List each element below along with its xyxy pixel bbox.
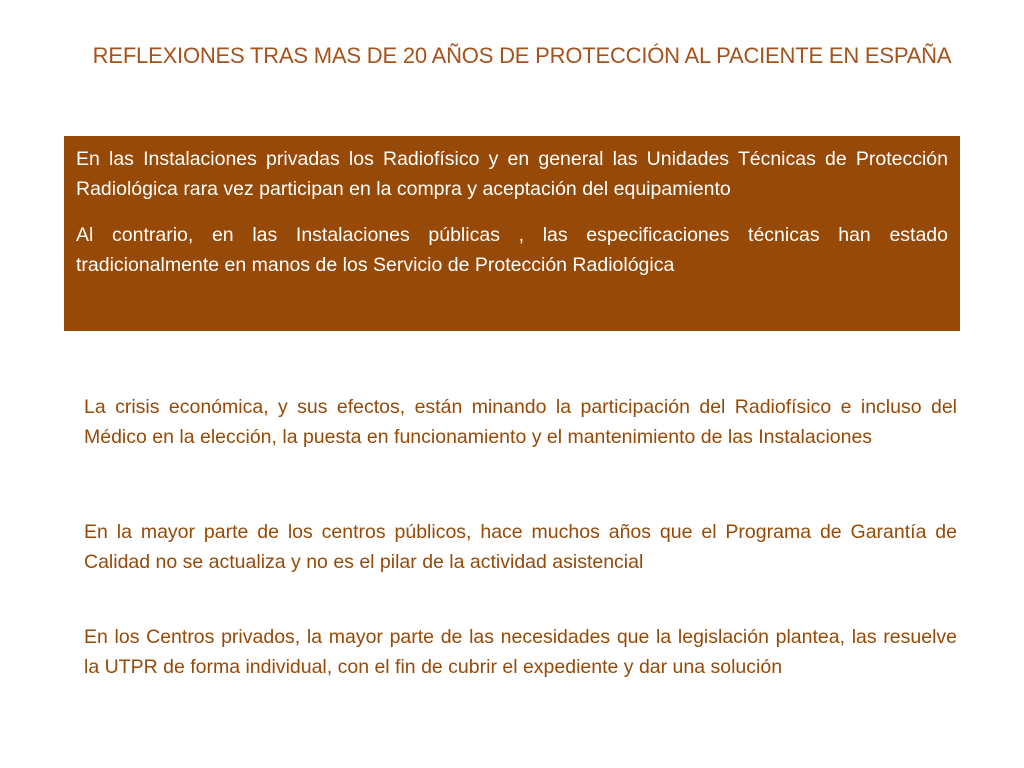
highlight-paragraph-public: Al contrario, en las Instalaciones públicas , las especificaciones técnicas han estado tradicionalmente en manos de los Servicio de Protección Radiológica [76, 224, 948, 276]
body-paragraph-text: La crisis económica, y sus efectos, están minando la participación del Radiofísico e incluso del Médico en la elección, la puesta en funcionamiento y el mantenimiento de las Instalaciones [84, 396, 957, 448]
body-paragraph-text: En la mayor parte de los centros públicos, hace muchos años que el Programa de Garantía de Calidad no se actualiza y no es el pilar de la actividad asistencial [84, 521, 957, 573]
body-paragraph-text: En los Centros privados, la mayor parte de las necesidades que la legislación plantea, las resuelve la UTPR de forma individual, con el fin de cubrir el expediente y dar una solución [84, 626, 957, 678]
slide-title: REFLEXIONES TRAS MAS DE 20 AÑOS DE PROTECCIÓN AL PACIENTE EN ESPAÑA [92, 43, 952, 68]
body-paragraph-public-centers [84, 517, 957, 577]
highlight-box [64, 136, 960, 331]
highlight-paragraph-private: En las Instalaciones privadas los Radiofísico y en general las Unidades Técnicas de Protección Radiológica rara vez participan en la compra y aceptación del equipamiento [76, 148, 948, 200]
body-paragraph-private-centers [84, 622, 957, 682]
body-paragraph-crisis [84, 392, 957, 452]
